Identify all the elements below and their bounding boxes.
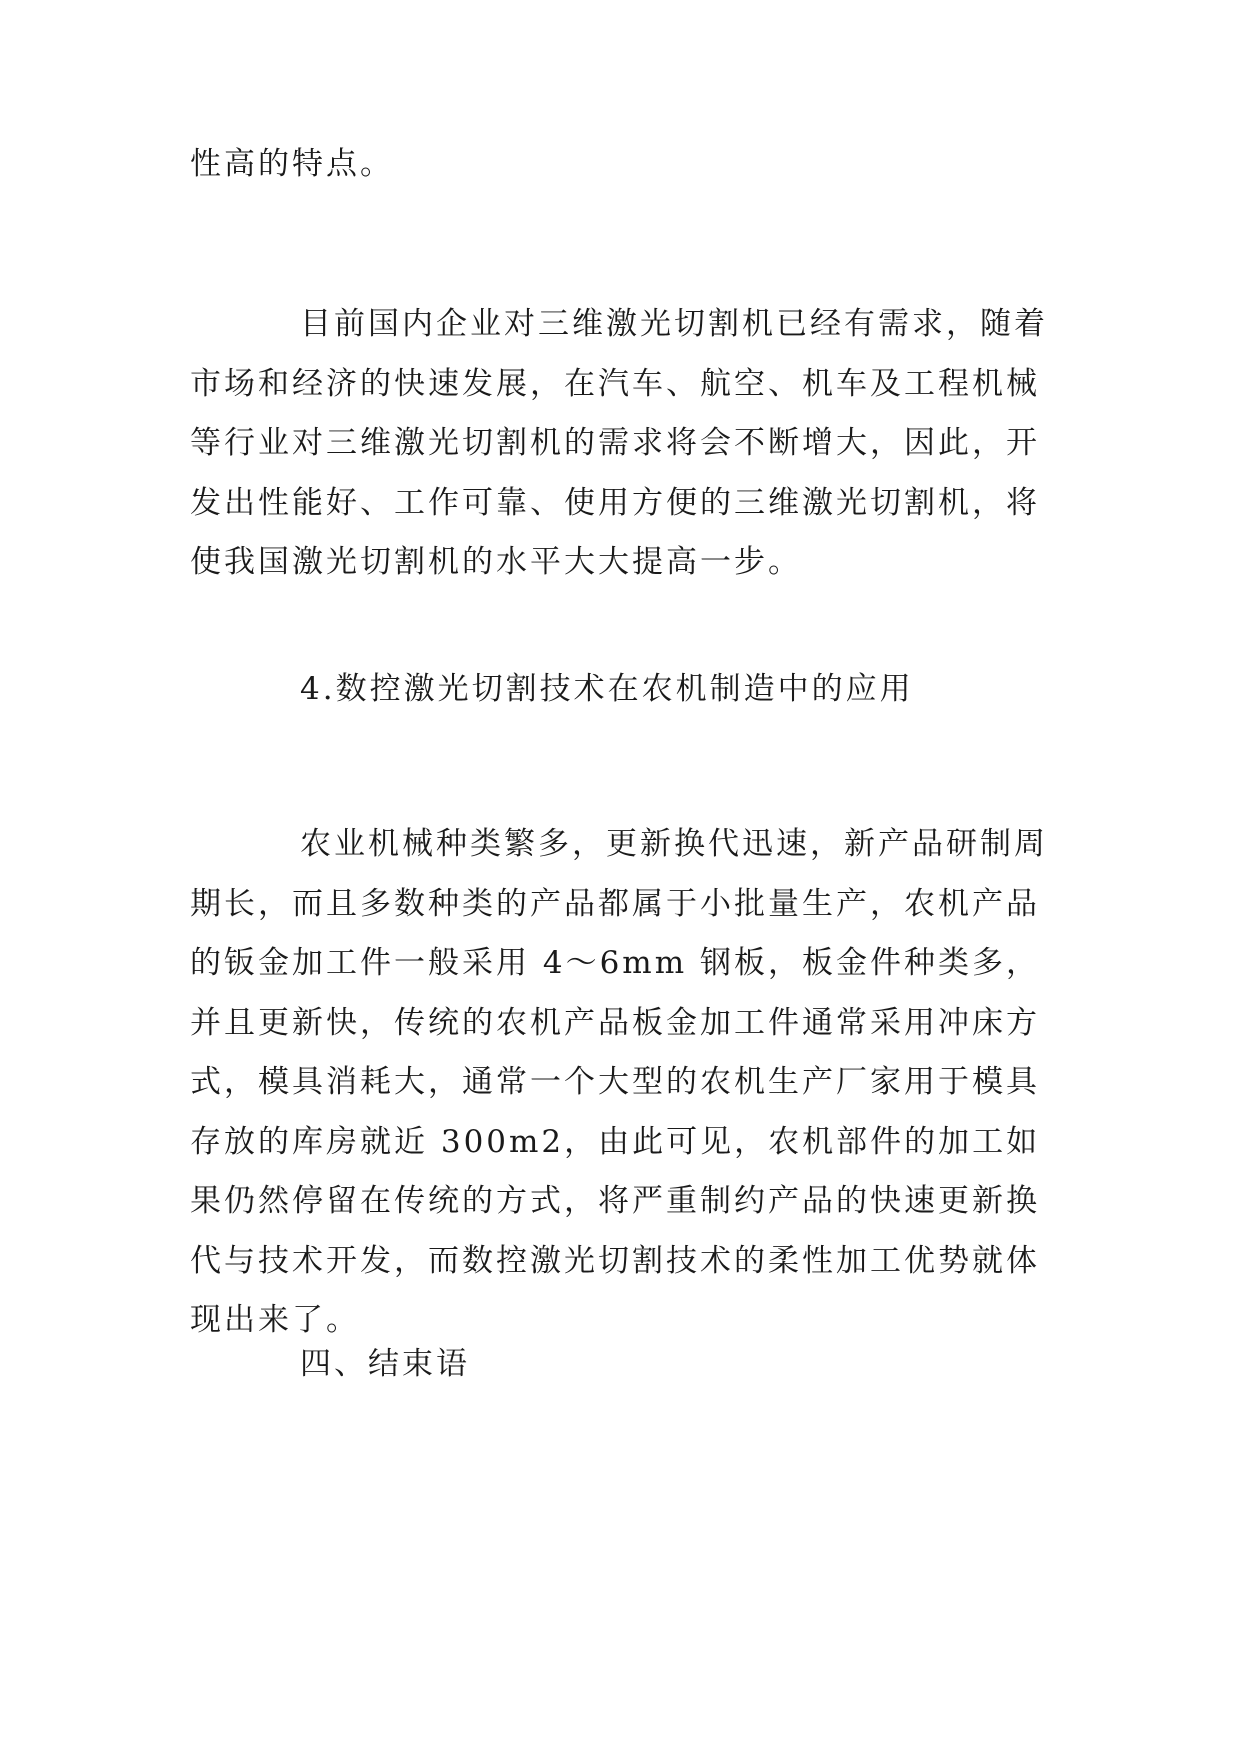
section-heading-conclusion: 四、结束语 bbox=[300, 1346, 470, 1382]
continuation-text: 性高的特点。 bbox=[190, 146, 394, 182]
paragraph-laser-demand: 目前国内企业对三维激光切割机已经有需求，随着市场和经济的快速发展，在汽车、航空、机车及工程机械等行业对三维激光切割机的需求将会不断增大，因此，开发出性能好、工作可靠、使用方便的三维激光切割机，将使我国激光切割机的水平大大提高一步。 bbox=[190, 306, 1048, 580]
paragraph-agricultural-machinery: 农业机械种类繁多，更新换代迅速，新产品研制周期长，而且多数种类的产品都属于小批量生产，农机产品的钣金加工件一般采用 4～6mm 钢板，板金件种类多，并且更新快，传统的农机产品板金加工件通常采用冲床方式，模具消耗大，通常一个大型的农机生产厂家用于模具存放的库房就近 300m2，由此可见，农机部件的加工如果仍然停留在传统的方式，将严重制约产品的快速更新换代与技术开发，而数控激光切割技术的柔性加工优势就体现出来了。 bbox=[190, 826, 1048, 1338]
section-4-heading: 4.数控激光切割技术在农机制造中的应用 bbox=[300, 671, 914, 707]
